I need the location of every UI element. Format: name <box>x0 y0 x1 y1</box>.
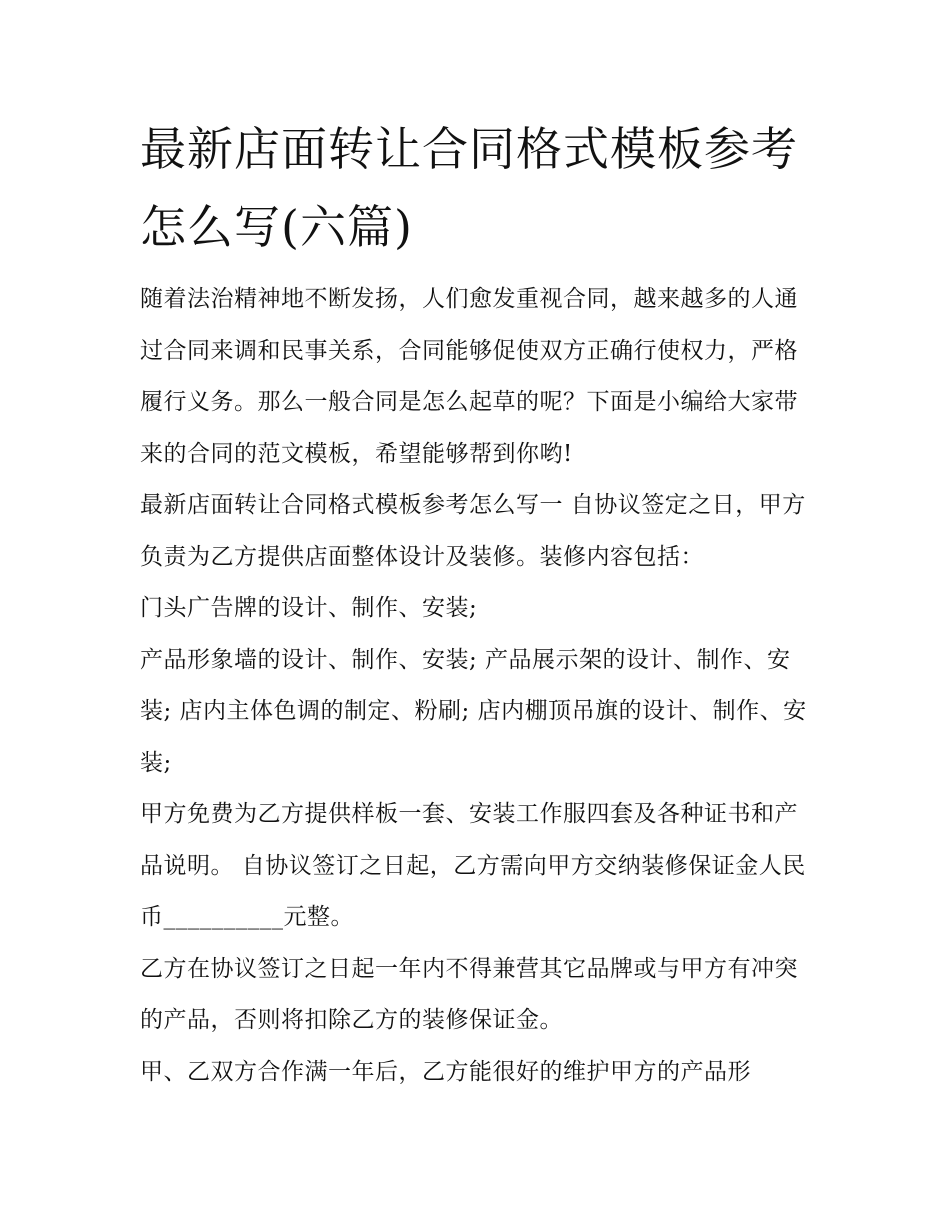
paragraph-intro: 随着法治精神地不断发扬，人们愈发重视合同，越来越多的人通过合同来调和民事关系，合同能够促使双方正确行使权力，严格履行义务。那么一般合同是怎么起草的呢？下面是小编给大家带来的合同的范文模板，希望能够帮到你哟! <box>140 286 798 467</box>
paragraph-cooperation: 甲、乙双方合作满一年后，乙方能很好的维护甲方的产品形 <box>140 1058 751 1085</box>
document-title: 最新店面转让合同格式模板参考怎么写(六篇) <box>140 122 798 254</box>
paragraph-installation-items: 产品形象墙的设计、制作、安装; 产品展示架的设计、制作、安装; 店内主体色调的制定、粉刷; 店内棚顶吊旗的设计、制作、安装; <box>140 646 807 776</box>
paragraph-signboard: 门头广告牌的设计、制作、安装; <box>140 595 478 621</box>
paragraph-deposit: 甲方免费为乙方提供样板一套、安装工作服四套及各种证书和产品说明。 自协议签订之日起，乙方需向甲方交纳装修保证金人民币__________元整。 <box>140 801 806 930</box>
document-body <box>140 274 820 1098</box>
paragraph-non-compete: 乙方在协议签订之日起一年内不得兼营其它品牌或与甲方有冲突的产品，否则将扣除乙方的装修保证金。 <box>140 955 798 1033</box>
paragraph-clause-one: 最新店面转让合同格式模板参考怎么写一 自协议签定之日，甲方负责为乙方提供店面整体设计及装修。装修内容包括： <box>140 492 806 570</box>
